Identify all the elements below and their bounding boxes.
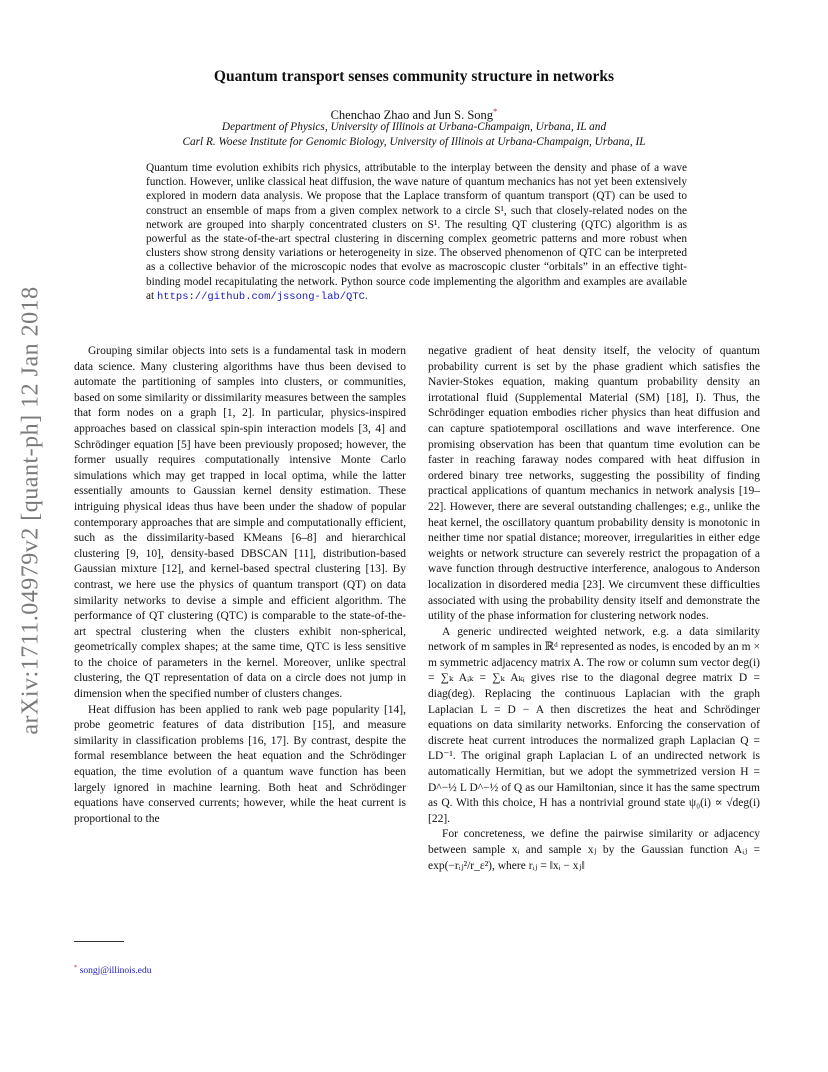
- affiliation-2: Carl R. Woese Institute for Genomic Biology, University of Illinois at Urbana-Champaign, Urbana, IL: [182, 136, 646, 148]
- author-names: Chenchao Zhao and Jun S. Song: [330, 108, 494, 123]
- left-column: [74, 344, 406, 827]
- arxiv-identifier-text: arXiv:1711.04979v2 [quant-ph] 12 Jan 2018: [17, 285, 44, 735]
- author-footnote-mark[interactable]: *: [493, 106, 498, 116]
- affiliation-1: Department of Physics, University of Illinois at Urbana-Champaign, Urbana, IL and: [221, 121, 607, 133]
- footnote: [74, 964, 152, 976]
- body-paragraph: A generic undirected weighted network, e.g. a data similarity network of m samples in ℝᵈ represented as nodes, is encoded by an m × m symmetric adjacency matrix A. The row or column sum vector deg(i) = ∑ₖ Aᵢₖ = ∑ₖ Aₖᵢ gives rise to the diagonal degree matrix D = diag(deg). Replacing the continuous Laplacian with the graph Laplacian L = D − A then discretizes the heat and Schrödinger equations on data similarity networks. Enforcing the conservation of discrete heat current introduces the normalized graph Laplacian Q = LD⁻¹. The original graph Laplacian L of an undirected network is automatically Hermitian, but we adopt the symmetrized version H = D^−½ L D^−½ of Q as our Hamiltonian, since it has the same spectrum as Q. With this choice, H has a nontrivial ground state ψ₀(i) ∝ √deg(i) [22].: [428, 625, 760, 825]
- paper-title: Quantum transport senses community structure in networks: [213, 68, 615, 85]
- abstract: [146, 161, 687, 304]
- body-paragraph: For concreteness, we define the pairwise similarity or adjacency between sample xᵢ and sample xⱼ by the Gaussian function Aᵢⱼ = exp(−rᵢⱼ²/r_ε²), where rᵢⱼ = ‖xᵢ − xⱼ‖: [428, 828, 760, 872]
- footnote-divider: [74, 941, 124, 942]
- body-paragraph: negative gradient of heat density itself, the velocity of quantum probability current is set by the phase gradient which satisfies the Navier-Stokes equation, making quantum probability density an irrotational fluid (Supplemental Material (SM) [18], I). Thus, the Schrödinger equation embodies richer physics than heat diffusion and can capture spatiotemporal oscillations and wave interference. One promising observation has been that quantum time evolution can be faster in reaching faraway nodes compared with heat diffusion in ordered binary tree networks, suggesting the possibility of finding practical applications of quantum mechanics in network analysis [19–22]. However, there are several outstanding challenges; e.g., unlike the heat kernel, the oscillatory quantum probability density is monotonic in neither time nor spatial distance; moreover, irregularities in either edge weights or network structure can severely restrict the propagation of a wave function through destructive interference, analogous to Anderson localization in disordered media [23]. We circumvent these difficulties associated with using the probability density itself and demonstrate the utility of the phase information for clustering network nodes.: [428, 345, 760, 623]
- body-paragraph: Grouping similar objects into sets is a fundamental task in modern data science. Many clustering algorithms have thus been devised to automate the partitioning of samples into clusters, or communities, based on some similarity or dissimilarity measures between the samples that form nodes on a graph [1, 2]. In particular, physics-inspired approaches based on classical spin-spin interaction models [3, 4] and Schrödinger equation [5] have been previously proposed; however, the former usually requires computationally intensive Monte Carlo simulations which may get trapped in local optima, while the latter essentially amounts to Gaussian kernel density estimation. These intriguing physical ideas thus have been under the shadow of popular contemporary approaches that are simple and computationally efficient, such as the dissimilarity-based KMeans [6–8] and hierarchical clustering [9, 10], density-based DBSCAN [11], distribution-based Gaussian mixture [12], and kernel-based spectral clustering [13]. By contrast, we here use the physics of quantum transport (QT) on data similarity networks to devise a simple and efficient algorithm. The performance of QT clustering (QTC) is comparable to the state-of-the-art spectral clustering when the clusters exhibit non-spherical, geometrically complex shapes; at the same time, QTC is less sensitive to the choice of parameters in the kernel. Moreover, unlike spectral clustering, the QT representation of data on a circle does not jump in dimension when the specified number of clusters changes.: [74, 345, 406, 701]
- source-code-link[interactable]: https://github.com/jssong-lab/QTC: [156, 290, 365, 303]
- right-column: [428, 344, 760, 874]
- abstract-text: Quantum time evolution exhibits rich physics, attributable to the interplay between the density and phase of a wave function. However, unlike classical heat diffusion, the wave nature of quantum mechanics has not yet been extensively explored in modern data analysis. We propose that the Laplace transform of quantum transport (QT) can be used to construct an ensemble of maps from a given complex network to a circle S¹, such that closely-related nodes on the network are grouped into sharply concentrated clusters on S¹. The resulting QT clustering (QTC) algorithm is as powerful as the state-of-the-art spectral clustering in discerning complex geometric patterns and more robust when clusters show strong density variations or heterogeneity in size. The observed phenomenon of QTC can be interpreted as a collective behavior of the microscopic nodes that evolve as macroscopic cluster “orbitals” in an effective tight-binding model recapitulating the network. Python source code implementing the algorithm and examples are available at: [146, 162, 687, 302]
- email-link[interactable]: songj@illinois.edu: [79, 966, 152, 977]
- abstract-end: .: [364, 289, 368, 302]
- arxiv-identifier: [14, 285, 48, 735]
- body-paragraph: Heat diffusion has been applied to rank web page popularity [14], probe geometric features of data distribution [15], and measure similarity in classification problems [16, 17]. By contrast, despite the formal resemblance between the heat equation and the Schrödinger equation, the time evolution of a quantum wave function has been largely ignored in machine learning. Both heat and Schrödinger equations have conserved currents; however, while the heat current is proportional to the: [74, 703, 406, 825]
- footnote-mark: *: [74, 964, 78, 971]
